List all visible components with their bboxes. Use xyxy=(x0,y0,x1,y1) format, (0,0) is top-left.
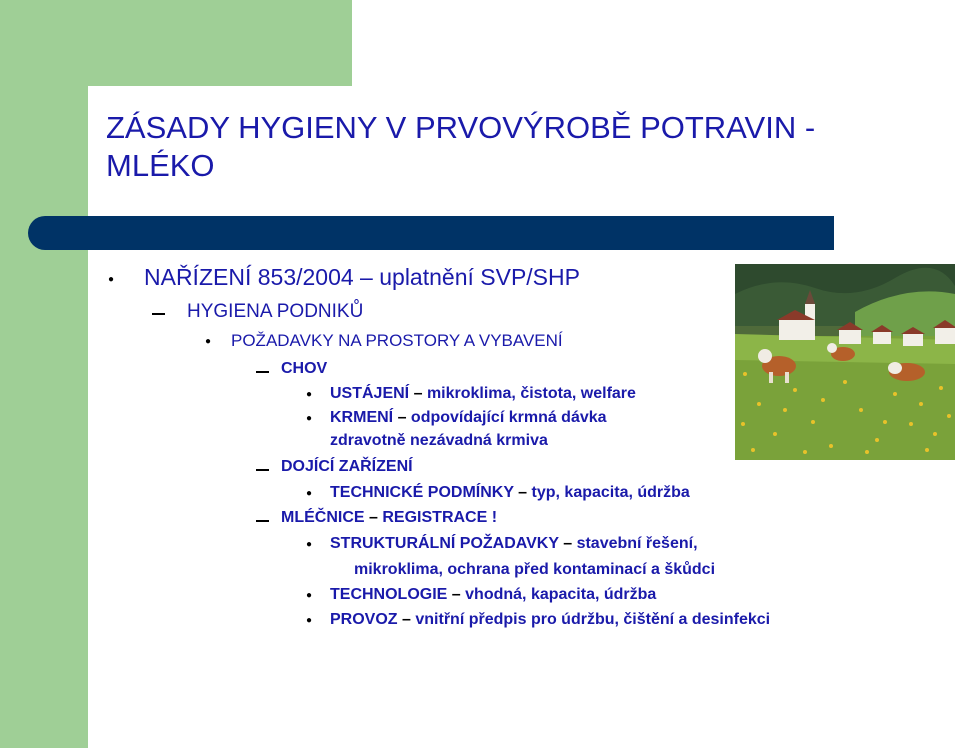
line-narizeni: NAŘÍZENÍ 853/2004 – uplatnění SVP/SHP xyxy=(144,264,580,290)
item-technologie xyxy=(330,586,656,604)
item-technicke-key: TECHNICKÉ PODMÍNKY xyxy=(330,484,514,501)
bullet-icon: ● xyxy=(306,389,313,400)
line-hygiena-podniku: HYGIENA PODNIKŮ xyxy=(187,301,364,322)
item-ustajeni-key: USTÁJENÍ xyxy=(330,385,410,402)
bullet-icon: ● xyxy=(205,336,212,347)
bullet-icon: ● xyxy=(108,274,115,285)
item-technicke-podminky xyxy=(330,484,690,502)
item-strukturalni-continuation: mikroklima, ochrana před kontaminací a škůdci xyxy=(354,561,716,578)
item-ustajeni xyxy=(330,385,636,403)
cows-meadow-photo xyxy=(735,264,955,460)
item-krmeni-continuation: zdravotně nezávadná krmiva xyxy=(330,432,548,449)
item-provoz-text: vnitřní předpis pro údržbu, čištění a desinfekci xyxy=(415,611,771,628)
decor-green-band-left xyxy=(0,0,88,748)
bullet-icon: ● xyxy=(306,539,313,550)
bullet-icon: ● xyxy=(306,615,313,626)
cows-meadow-illustration xyxy=(735,264,955,460)
label-mlecnice xyxy=(281,509,497,527)
item-strukturalni-key: STRUKTURÁLNÍ POŽADAVKY xyxy=(330,535,559,552)
label-chov: CHOV xyxy=(281,360,328,377)
bullet-icon: ● xyxy=(306,488,313,499)
item-technologie-text: vhodná, kapacita, údržba xyxy=(465,586,657,603)
dash-icon xyxy=(256,371,269,373)
label-dojici-zarizeni: DOJÍCÍ ZAŘÍZENÍ xyxy=(281,458,413,475)
bullet-icon: ● xyxy=(306,590,313,601)
item-provoz-key: PROVOZ xyxy=(330,611,398,628)
item-technicke-text: typ, kapacita, údržba xyxy=(531,484,690,501)
separator-dash: – xyxy=(397,409,407,426)
separator-dash: – xyxy=(402,611,411,628)
item-krmeni-key: KRMENÍ xyxy=(330,409,394,426)
item-ustajeni-text: mikroklima, čistota, welfare xyxy=(426,385,636,402)
item-technologie-key: TECHNOLOGIE xyxy=(330,586,448,603)
separator-dash: – xyxy=(451,586,461,603)
dash-icon xyxy=(256,520,269,522)
label-mlecnice-text: REGISTRACE ! xyxy=(382,509,498,526)
line-pozadavky: POŽADAVKY NA PROSTORY A VYBAVENÍ xyxy=(231,331,563,350)
decor-navy-bar xyxy=(28,216,834,250)
separator-dash: – xyxy=(518,484,528,501)
item-provoz xyxy=(330,611,770,629)
item-krmeni xyxy=(330,409,607,427)
dash-icon xyxy=(152,313,165,315)
item-krmeni-text: odpovídající krmná dávka xyxy=(410,409,607,426)
bullet-icon: ● xyxy=(306,413,313,424)
label-mlecnice-key: MLÉČNICE xyxy=(281,509,365,526)
separator-dash: – xyxy=(369,509,378,526)
item-strukturalni-text: stavební řešení, xyxy=(576,535,698,552)
dash-icon xyxy=(256,469,269,471)
item-strukturalni xyxy=(330,535,698,553)
separator-dash: – xyxy=(563,535,573,552)
separator-dash: – xyxy=(413,385,423,402)
slide-title: ZÁSADY HYGIENY V PRVOVÝROBĚ POTRAVIN - MLÉKO xyxy=(106,110,816,183)
